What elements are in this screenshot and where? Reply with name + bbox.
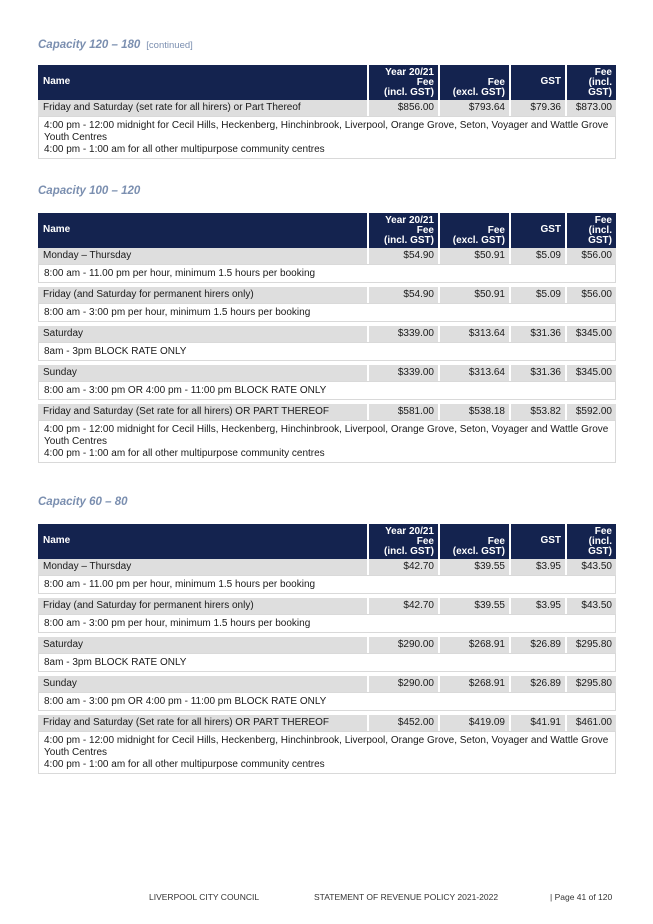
fee-2021-value: $339.00 (369, 326, 440, 342)
gst-value: $79.36 (511, 100, 567, 116)
gst-value: $5.09 (511, 287, 567, 303)
description-line: 8:00 am - 3:00 pm OR 4:00 pm - 11:00 pm BLOCK RATE ONLY (44, 696, 327, 707)
section-title (38, 495, 616, 509)
header-fee-label: Fee (416, 77, 434, 88)
fee-excl-gst-value: $313.64 (440, 326, 511, 342)
header-year-2122: Year 21/22 (586, 47, 612, 68)
fee-row (38, 715, 616, 731)
header-name-wrap (43, 65, 363, 100)
description-line: 4:00 pm - 1:00 am for all other multipurpose community centres (44, 448, 325, 459)
fee-row (38, 287, 616, 303)
fee-row-description (38, 116, 616, 159)
header-gst-wrap (515, 65, 561, 100)
fee-2021-value: $42.70 (369, 559, 440, 575)
header-incl-gst: (incl. GST) (588, 536, 612, 557)
header-incl-gst: (incl. GST) (384, 235, 434, 246)
description-line: 8:00 am - 11.00 pm per hour, minimum 1.5 hours per booking (44, 579, 316, 590)
header-fee-label: Fee (487, 536, 505, 547)
fee-row-name: Friday and Saturday (Set rate for all hirers) OR PART THEREOF (38, 404, 369, 420)
fee-2122-value: $461.00 (567, 715, 616, 731)
header-fee-2021-wrap (373, 524, 434, 559)
description-cell (38, 420, 616, 463)
fee-table (38, 506, 616, 774)
section-capacity-60-80 (38, 495, 616, 774)
fee-row (38, 100, 616, 116)
fee-2122-value: $56.00 (567, 287, 616, 303)
header-year-2021: Year 20/21 (385, 526, 434, 537)
table-header-row (38, 213, 616, 248)
description-line: 8:00 am - 3:00 pm OR 4:00 pm - 11:00 pm BLOCK RATE ONLY (44, 385, 327, 396)
fee-2122-value: $345.00 (567, 365, 616, 381)
fee-2122-value: $295.80 (567, 676, 616, 692)
fee-row-name: Sunday (38, 676, 369, 692)
fee-row (38, 637, 616, 653)
fee-row-description (38, 264, 616, 283)
fee-row-description (38, 731, 616, 774)
fee-excl-gst-value: $419.09 (440, 715, 511, 731)
fee-row (38, 365, 616, 381)
header-gst-text: GST (540, 224, 561, 235)
fee-row (38, 326, 616, 342)
fee-row-name: Monday – Thursday (38, 248, 369, 264)
fee-row-description (38, 381, 616, 400)
fee-2122-value: $345.00 (567, 326, 616, 342)
fee-row (38, 598, 616, 614)
table-header-row (38, 65, 616, 100)
fee-2021-value: $42.70 (369, 598, 440, 614)
header-incl-gst: (incl. GST) (588, 225, 612, 246)
description-line: 8am - 3pm BLOCK RATE ONLY (44, 346, 187, 357)
fee-excl-gst-value: $268.91 (440, 637, 511, 653)
fee-2021-value: $54.90 (369, 287, 440, 303)
header-name (38, 65, 369, 100)
description-line: 8:00 am - 3:00 pm per hour, minimum 1.5 hours per booking (44, 618, 311, 629)
header-fee-excl (440, 213, 511, 248)
fee-row-name: Friday (and Saturday for permanent hirers only) (38, 287, 369, 303)
header-year-2122: Year 21/22 (586, 195, 612, 216)
description-cell (38, 381, 616, 400)
description-line: 4:00 pm - 12:00 midnight for Cecil Hills, Heckenberg, Hinchinbrook, Liverpool, Orange Grove, Seton, Voyager and Wattle Grove (44, 120, 609, 131)
fee-2021-value: $581.00 (369, 404, 440, 420)
fee-2122-value: $56.00 (567, 248, 616, 264)
header-name-wrap (43, 213, 363, 248)
header-incl-gst: (incl. GST) (384, 546, 434, 557)
section-title-text: Capacity 60 – 80 (38, 496, 128, 508)
description-line: 8:00 am - 11.00 pm per hour, minimum 1.5 hours per booking (44, 268, 316, 279)
fee-excl-gst-value: $313.64 (440, 365, 511, 381)
gst-value: $26.89 (511, 676, 567, 692)
header-name (38, 213, 369, 248)
fee-2021-value: $452.00 (369, 715, 440, 731)
header-name (38, 524, 369, 559)
fee-row (38, 676, 616, 692)
header-fee-excl-wrap (444, 213, 505, 248)
header-name-text: Name (43, 76, 71, 87)
fee-2021-value: $856.00 (369, 100, 440, 116)
header-fee-2122-wrap (571, 506, 612, 559)
footer-page-number: | Page 41 of 120 (550, 892, 613, 902)
fee-excl-gst-value: $793.64 (440, 100, 511, 116)
description-line: Youth Centres (44, 132, 108, 143)
fee-row-description (38, 420, 616, 463)
header-name-text: Name (43, 224, 71, 235)
section-capacity-100-120 (38, 184, 616, 463)
fee-row-description (38, 614, 616, 633)
fee-row-description (38, 692, 616, 711)
description-line: 4:00 pm - 1:00 am for all other multipurpose community centres (44, 759, 325, 770)
fee-2122-value: $873.00 (567, 100, 616, 116)
header-fee-2122-wrap (571, 195, 612, 248)
header-gst (511, 524, 567, 559)
header-name-text: Name (43, 535, 71, 546)
header-fee-2122 (567, 506, 616, 559)
fee-row-name: Friday (and Saturday for permanent hirers only) (38, 598, 369, 614)
fee-2021-value: $290.00 (369, 637, 440, 653)
header-gst-wrap (515, 524, 561, 559)
description-line: 4:00 pm - 12:00 midnight for Cecil Hills, Heckenberg, Hinchinbrook, Liverpool, Orange Grove, Seton, Voyager and Wattle Grove (44, 735, 609, 746)
header-fee-label: Fee (594, 215, 612, 226)
fee-excl-gst-value: $538.18 (440, 404, 511, 420)
gst-value: $5.09 (511, 248, 567, 264)
fee-row-description (38, 303, 616, 322)
header-fee-label: Fee (487, 77, 505, 88)
fee-2122-value: $43.50 (567, 559, 616, 575)
section-title (38, 184, 616, 198)
header-gst (511, 65, 567, 100)
fee-row-name: Friday and Saturday (set rate for all hirers) or Part Thereof (38, 100, 369, 116)
description-cell (38, 303, 616, 322)
gst-value: $31.36 (511, 365, 567, 381)
description-cell (38, 653, 616, 672)
header-excl-gst: (excl. GST) (452, 87, 505, 98)
section-title-text: Capacity 120 – 180 (38, 39, 141, 51)
header-fee-label: Fee (416, 225, 434, 236)
gst-value: $3.95 (511, 559, 567, 575)
header-excl-gst: (excl. GST) (452, 546, 505, 557)
description-line: Youth Centres (44, 436, 108, 447)
description-cell (38, 692, 616, 711)
gst-value: $41.91 (511, 715, 567, 731)
fee-row-description (38, 342, 616, 361)
header-fee-excl-wrap (444, 65, 505, 100)
header-name-wrap (43, 524, 363, 559)
header-fee-excl (440, 65, 511, 100)
fee-row-name: Saturday (38, 326, 369, 342)
header-excl-gst: (excl. GST) (452, 235, 505, 246)
header-fee-2021 (369, 65, 440, 100)
description-cell (38, 731, 616, 774)
fee-table (38, 195, 616, 463)
header-gst-text: GST (540, 76, 561, 87)
header-gst (511, 213, 567, 248)
description-line: 4:00 pm - 12:00 midnight for Cecil Hills, Heckenberg, Hinchinbrook, Liverpool, Orange Grove, Seton, Voyager and Wattle Grove (44, 424, 609, 435)
header-fee-label: Fee (487, 225, 505, 236)
description-cell (38, 342, 616, 361)
fee-excl-gst-value: $39.55 (440, 598, 511, 614)
description-cell (38, 614, 616, 633)
header-fee-excl-wrap (444, 524, 505, 559)
description-cell (38, 575, 616, 594)
header-fee-2021 (369, 213, 440, 248)
fee-excl-gst-value: $268.91 (440, 676, 511, 692)
header-fee-2122 (567, 47, 616, 100)
header-incl-gst: (incl. GST) (384, 87, 434, 98)
fee-row (38, 248, 616, 264)
page-footer (0, 892, 653, 904)
description-line: Youth Centres (44, 747, 108, 758)
description-line: 8:00 am - 3:00 pm per hour, minimum 1.5 hours per booking (44, 307, 311, 318)
gst-value: $31.36 (511, 326, 567, 342)
header-fee-excl (440, 524, 511, 559)
header-fee-2021-wrap (373, 65, 434, 100)
fee-2021-value: $339.00 (369, 365, 440, 381)
header-year-2021: Year 20/21 (385, 215, 434, 226)
description-line: 8am - 3pm BLOCK RATE ONLY (44, 657, 187, 668)
description-cell (38, 116, 616, 159)
header-fee-label: Fee (594, 67, 612, 78)
header-fee-2021-wrap (373, 213, 434, 248)
header-fee-2122 (567, 195, 616, 248)
section-title (38, 38, 616, 52)
header-gst-text: GST (540, 535, 561, 546)
fee-row-description (38, 575, 616, 594)
section-capacity-120-180 (38, 38, 616, 159)
fee-row-name: Saturday (38, 637, 369, 653)
continued-label: [continued] (146, 40, 193, 51)
fee-row-name: Friday and Saturday (Set rate for all hirers) OR PART THEREOF (38, 715, 369, 731)
fee-excl-gst-value: $50.91 (440, 287, 511, 303)
header-fee-label: Fee (594, 526, 612, 537)
fee-2021-value: $54.90 (369, 248, 440, 264)
fee-row-name: Monday – Thursday (38, 559, 369, 575)
header-fee-label: Fee (416, 536, 434, 547)
footer-doc-title: STATEMENT OF REVENUE POLICY 2021-2022 (314, 892, 499, 902)
gst-value: $26.89 (511, 637, 567, 653)
header-fee-2122-wrap (571, 47, 612, 100)
header-gst-wrap (515, 213, 561, 248)
fee-2122-value: $295.80 (567, 637, 616, 653)
header-incl-gst: (incl. GST) (588, 77, 612, 98)
fee-row-description (38, 653, 616, 672)
fee-excl-gst-value: $50.91 (440, 248, 511, 264)
description-line: 4:00 pm - 1:00 am for all other multipurpose community centres (44, 144, 325, 155)
header-year-2122: Year 21/22 (586, 506, 612, 527)
fee-2122-value: $43.50 (567, 598, 616, 614)
fee-row (38, 559, 616, 575)
header-fee-2021 (369, 524, 440, 559)
fee-row (38, 404, 616, 420)
table-header-row (38, 524, 616, 559)
section-title-text: Capacity 100 – 120 (38, 185, 141, 197)
fee-row-name: Sunday (38, 365, 369, 381)
gst-value: $53.82 (511, 404, 567, 420)
footer-org: LIVERPOOL CITY COUNCIL (149, 892, 260, 902)
fee-2122-value: $592.00 (567, 404, 616, 420)
description-cell (38, 264, 616, 283)
fee-table (38, 47, 616, 159)
header-year-2021: Year 20/21 (385, 67, 434, 78)
fee-2021-value: $290.00 (369, 676, 440, 692)
gst-value: $3.95 (511, 598, 567, 614)
fee-excl-gst-value: $39.55 (440, 559, 511, 575)
